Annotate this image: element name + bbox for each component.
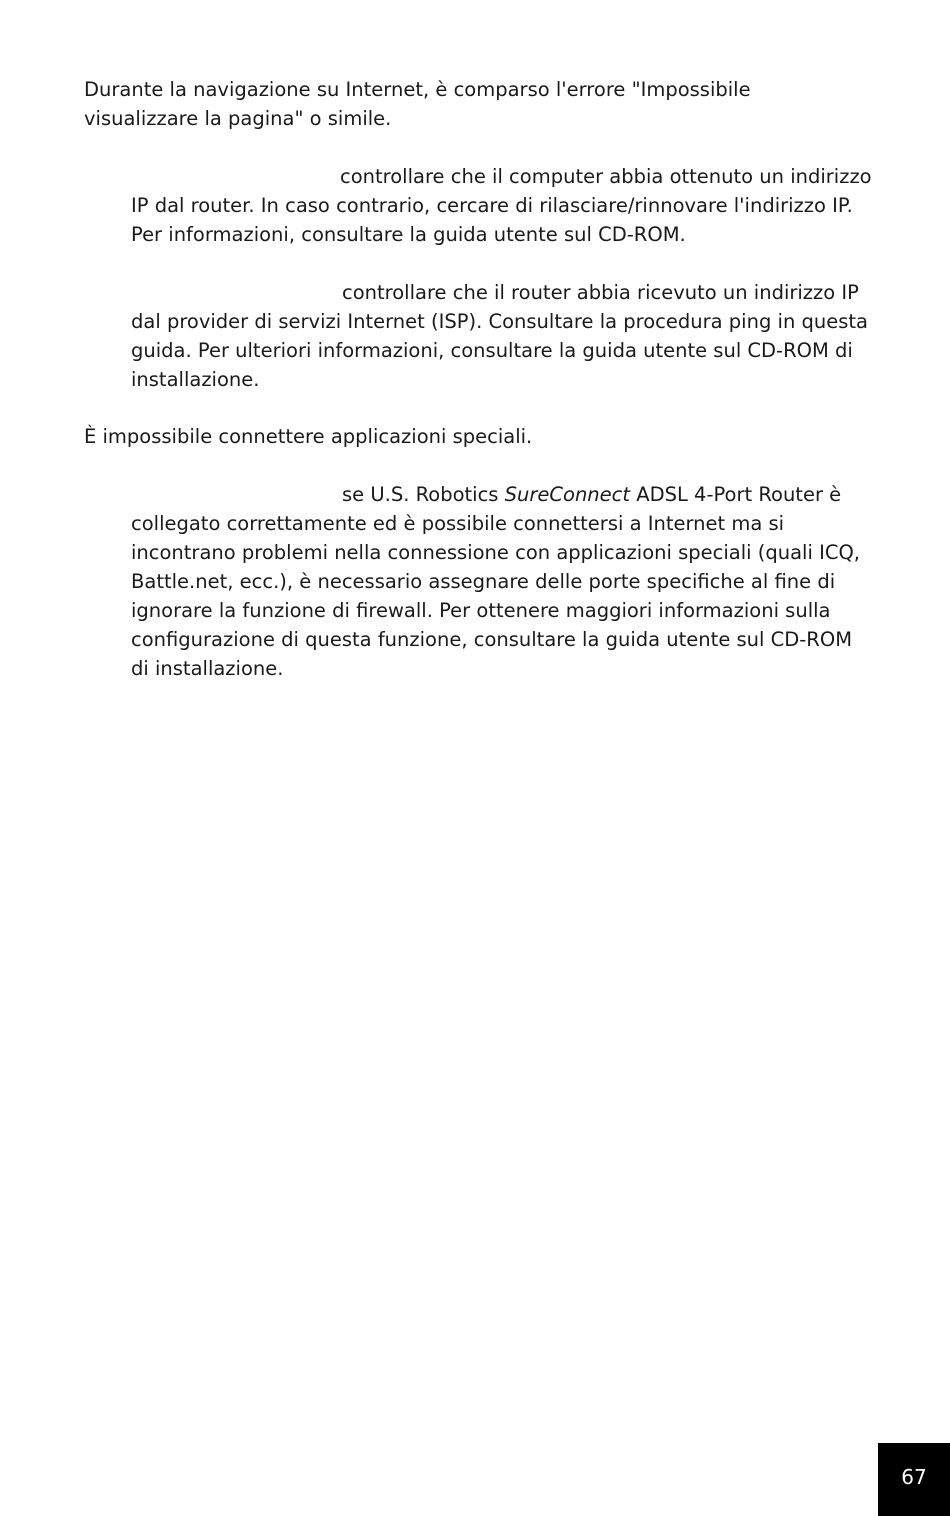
solution-3-line-5: ignorare la funzione di firewall. Per ottenere maggiori informazioni sulla (131, 599, 831, 622)
solution-3-line-6: configurazione di questa funzione, consultare la guida utente sul CD-ROM (131, 628, 853, 651)
solution-1-line-3: Per informazioni, consultare la guida utente sul CD-ROM. (131, 223, 686, 246)
solution-3-line-1-post: ADSL 4-Port Router è (630, 483, 842, 506)
solution-2-line-1: controllare che il router abbia ricevuto un indirizzo IP (342, 281, 859, 304)
solution-1-line-2: IP dal router. In caso contrario, cercare di rilasciare/rinnovare l'indirizzo IP. (131, 194, 853, 217)
problem-1 (84, 75, 751, 133)
solution-1-line-1: controllare che il computer abbia ottenuto un indirizzo (340, 165, 872, 188)
solution-3-line-4: Battle.net, ecc.), è necessario assegnare delle porte specifiche al fine di (131, 570, 836, 593)
problem-2-line-1: È impossibile connettere applicazioni speciali. (84, 425, 533, 448)
solution-2-line-2: dal provider di servizi Internet (ISP). Consultare la procedura ping in questa (131, 310, 868, 333)
solution-3-line-1-pre: se U.S. Robotics (342, 483, 505, 506)
problem-1-line-1: Durante la navigazione su Internet, è comparso l'errore "Impossibile (84, 78, 751, 101)
solution-3-line-1 (131, 480, 860, 509)
page-number: 67 (901, 1465, 927, 1489)
solution-3-line-3: incontrano problemi nella connessione con applicazioni speciali (quali ICQ, (131, 541, 860, 564)
page-number-box (878, 1443, 950, 1516)
solution-2-line-3: guida. Per ulteriori informazioni, consultare la guida utente sul CD-ROM di (131, 339, 853, 362)
problem-2 (84, 422, 532, 451)
problem-1-line-2: visualizzare la pagina" o simile. (84, 107, 392, 130)
solution-1 (131, 162, 872, 249)
solution-2-line-4: installazione. (131, 368, 260, 391)
solution-3 (131, 480, 860, 683)
solution-3-line-7: di installazione. (131, 657, 284, 680)
product-name: SureConnect (504, 483, 631, 506)
solution-3-line-2: collegato correttamente ed è possibile connettersi a Internet ma si (131, 512, 785, 535)
solution-2 (131, 278, 868, 394)
